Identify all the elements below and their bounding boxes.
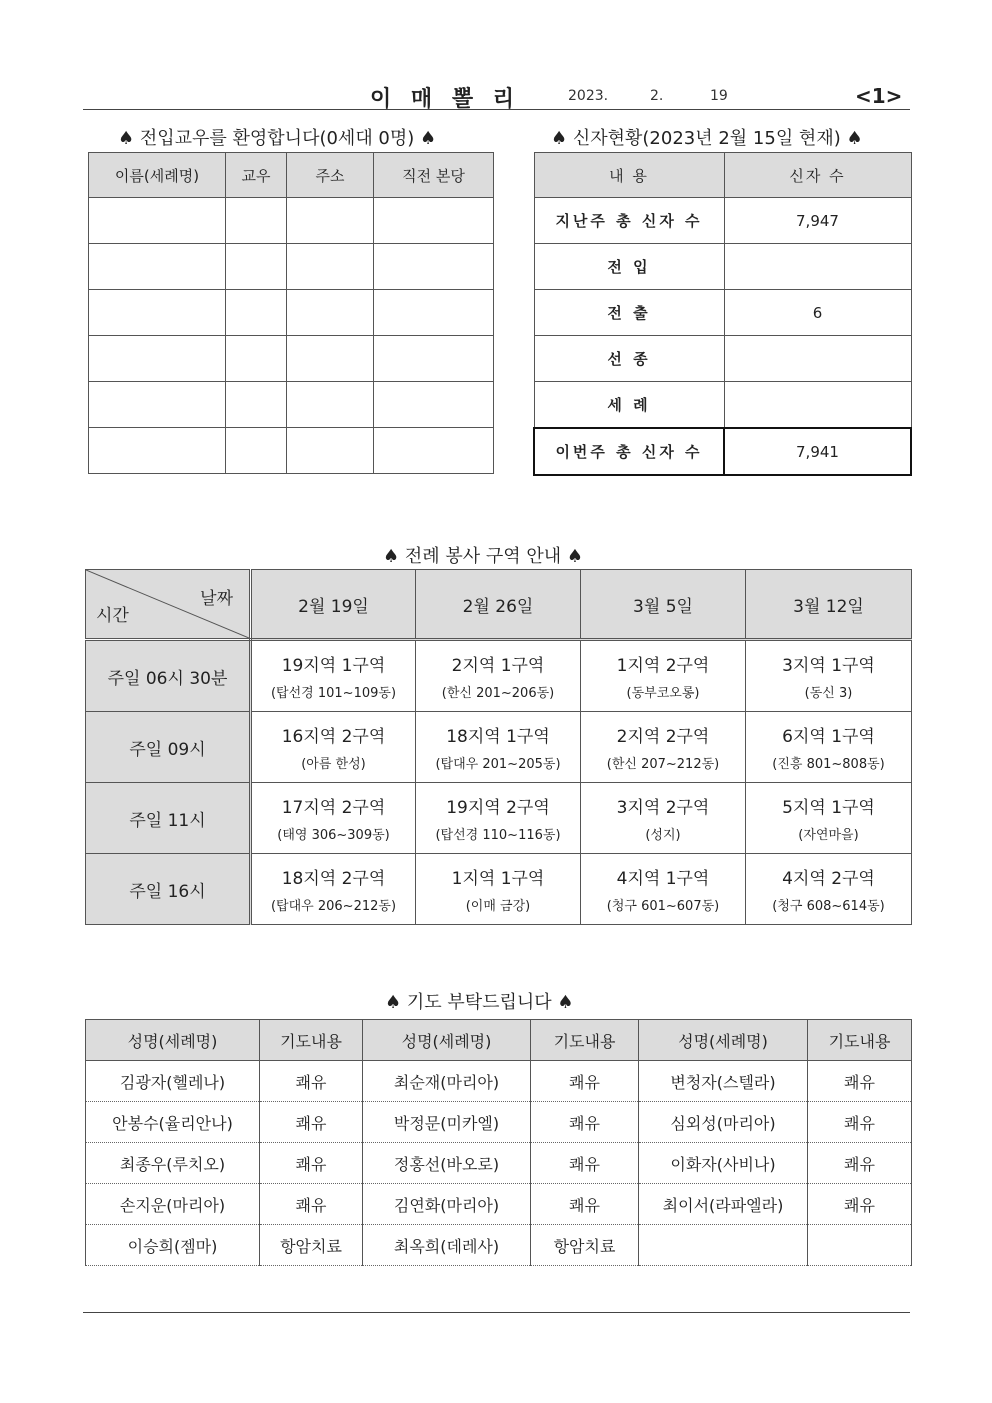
table-row [534,382,911,429]
zone-cell [416,854,581,925]
table-row [534,336,911,382]
prayer-content: 쾌유 [260,1184,363,1225]
prayer-content: 쾌유 [531,1184,639,1225]
table-row [89,244,494,290]
row-value: 6 [724,290,911,336]
prayer-header-row [86,1020,912,1061]
zone-name: 4지역 1구역 [616,869,710,889]
prayer-col-content: 기도내용 [531,1020,639,1061]
zone-detail: (탑대우 201~205동) [435,757,561,772]
row-value [724,336,911,382]
prayer-col-content: 기도내용 [808,1020,912,1061]
prayer-content: 쾌유 [808,1061,912,1102]
prayer-content: 쾌유 [260,1143,363,1184]
table-row [86,1061,912,1102]
zone-detail: (아름 한성) [301,757,366,772]
zone-name: 4지역 2구역 [782,869,875,889]
zone-name: 19지역 2구역 [446,798,550,818]
welcome-header-row [89,153,494,198]
date-col-2: 2월 26일 [416,570,581,640]
zone-name: 19지역 1구역 [281,656,386,676]
zone-detail: (성지) [645,828,681,843]
table-row [86,783,912,854]
zone-cell [581,712,746,783]
time-label: 주일 06시 30분 [86,640,251,712]
schedule-table [85,569,912,925]
prayer-content: 항암치료 [260,1225,363,1266]
prayer-col-content: 기도내용 [260,1020,363,1061]
welcome-table [88,152,494,474]
table-row [86,1184,912,1225]
zone-detail: (탑선경 110~116동) [435,828,561,843]
prayer-content: 쾌유 [260,1061,363,1102]
zone-name: 5지역 1구역 [782,798,875,818]
prayer-name: 김광자(헬레나) [86,1061,260,1102]
zone-name: 6지역 1구역 [782,727,875,747]
zone-cell [251,640,416,712]
zone-cell [746,712,912,783]
row-label: 전 출 [534,290,724,336]
zone-cell [581,640,746,712]
zone-detail: (동신 3) [804,686,853,701]
zone-name: 1지역 1구역 [451,869,545,889]
believers-table [533,152,912,476]
zone-cell [581,783,746,854]
row-label: 선 종 [534,336,724,382]
zone-detail: (진흥 801~808동) [772,757,885,772]
welcome-col-prev-parish: 직전 본당 [374,153,494,198]
zone-detail: (한신 207~212동) [606,757,720,772]
zone-name: 16지역 2구역 [281,727,386,747]
table-row [89,290,494,336]
table-row [89,336,494,382]
prayer-name: 최순재(마리아) [363,1061,531,1102]
prayer-col-name: 성명(세례명) [363,1020,531,1061]
prayer-content: 쾌유 [531,1102,639,1143]
zone-cell [746,854,912,925]
prayer-name: 최종우(루치오) [86,1143,260,1184]
bulletin-title: 이 매 뽈 리 [370,87,520,112]
date-day: 19 [710,88,728,104]
table-row [86,1102,912,1143]
zone-name: 3지역 1구역 [782,656,875,676]
prayer-name: 이화자(사비나) [639,1143,808,1184]
row-label: 이번주 총 신자 수 [534,428,724,475]
zone-cell [416,640,581,712]
table-row [86,640,912,712]
header-divider [83,109,910,110]
table-row [534,428,911,475]
row-value: 7,941 [724,428,911,475]
time-label: 주일 16시 [86,854,251,925]
table-row [86,1143,912,1184]
zone-cell [251,783,416,854]
zone-cell [416,783,581,854]
date-col-1: 2월 19일 [251,570,416,640]
row-value [724,382,911,429]
table-row [534,290,911,336]
table-row [86,712,912,783]
prayer-name: 최옥희(데레사) [363,1225,531,1266]
corner-cell [86,570,251,640]
zone-name: 1지역 2구역 [616,656,710,676]
prayer-table [85,1019,912,1266]
zone-cell [746,783,912,854]
zone-detail: (태영 306~309동) [277,828,390,843]
prayer-content: 쾌유 [531,1061,639,1102]
prayer-content: 쾌유 [808,1102,912,1143]
zone-name: 2지역 1구역 [451,656,545,676]
prayer-content [808,1225,912,1266]
zone-detail: (동부코오롱) [626,686,700,701]
zone-name: 17지역 2구역 [281,798,386,818]
prayer-name: 손지운(마리아) [86,1184,260,1225]
footer-divider [83,1312,910,1313]
row-value: 7,947 [724,198,911,244]
date-month: 2. [650,88,664,104]
prayer-name [639,1225,808,1266]
prayer-name: 최이서(라파엘라) [639,1184,808,1225]
date-col-4: 3월 12일 [746,570,912,640]
row-label: 지난주 총 신자 수 [534,198,724,244]
table-row [534,244,911,290]
table-row [89,198,494,244]
prayer-col-name: 성명(세례명) [639,1020,808,1061]
time-label: 주일 11시 [86,783,251,854]
zone-cell [581,854,746,925]
zone-cell [746,640,912,712]
prayer-name: 심외성(마리아) [639,1102,808,1143]
welcome-col-member: 교우 [226,153,287,198]
prayer-content: 항암치료 [531,1225,639,1266]
corner-date-label: 날짜 [200,589,233,609]
zone-cell [251,712,416,783]
prayer-content: 쾌유 [808,1184,912,1225]
page-number: <1> [855,84,903,108]
zone-name: 2지역 2구역 [616,727,710,747]
date-col-3: 3월 5일 [581,570,746,640]
prayer-name: 정홍선(바오로) [363,1143,531,1184]
prayer-content: 쾌유 [531,1143,639,1184]
row-label: 전 입 [534,244,724,290]
table-row [89,428,494,474]
schedule-title: ♠ 전례 봉사 구역 안내 ♠ [383,546,583,567]
zone-cell [416,712,581,783]
zone-detail: (한신 201~206동) [441,686,555,701]
prayer-content: 쾌유 [808,1143,912,1184]
prayer-name: 안봉수(율리안나) [86,1102,260,1143]
prayer-name: 이승희(젬마) [86,1225,260,1266]
prayer-col-name: 성명(세례명) [86,1020,260,1061]
zone-name: 18지역 1구역 [446,727,550,747]
zone-detail: (탑선경 101~109동) [270,686,397,701]
zone-detail: (이매 금강) [465,899,531,914]
date-year: 2023. [568,88,609,104]
prayer-name: 김연화(마리아) [363,1184,531,1225]
believers-header-row [534,153,911,198]
zone-detail: (탑대우 206~212동) [270,899,397,914]
table-row [89,382,494,428]
welcome-title: ♠ 전입교우를 환영합니다(0세대 0명) ♠ [118,128,437,149]
prayer-content: 쾌유 [260,1102,363,1143]
zone-detail: (자연마을) [798,828,859,843]
believers-title: ♠ 신자현황(2023년 2월 15일 현재) ♠ [551,128,863,149]
table-row [86,1225,912,1266]
time-label: 주일 09시 [86,712,251,783]
schedule-header-row [86,570,912,640]
table-row [86,854,912,925]
welcome-col-address: 주소 [287,153,374,198]
corner-time-label: 시간 [96,606,129,626]
zone-detail: (청구 608~614동) [772,899,885,914]
row-label: 세 례 [534,382,724,429]
prayer-name: 박정문(미카엘) [363,1102,531,1143]
welcome-col-name: 이름(세례명) [89,153,226,198]
zone-name: 3지역 2구역 [616,798,710,818]
believers-col-content: 내 용 [534,153,724,198]
believers-col-count: 신자 수 [724,153,911,198]
zone-detail: (청구 601~607동) [606,899,720,914]
prayer-name: 변청자(스텔라) [639,1061,808,1102]
prayer-title: ♠ 기도 부탁드립니다 ♠ [385,992,574,1013]
table-row [534,198,911,244]
zone-cell [251,854,416,925]
zone-name: 18지역 2구역 [281,869,386,889]
row-value [724,244,911,290]
